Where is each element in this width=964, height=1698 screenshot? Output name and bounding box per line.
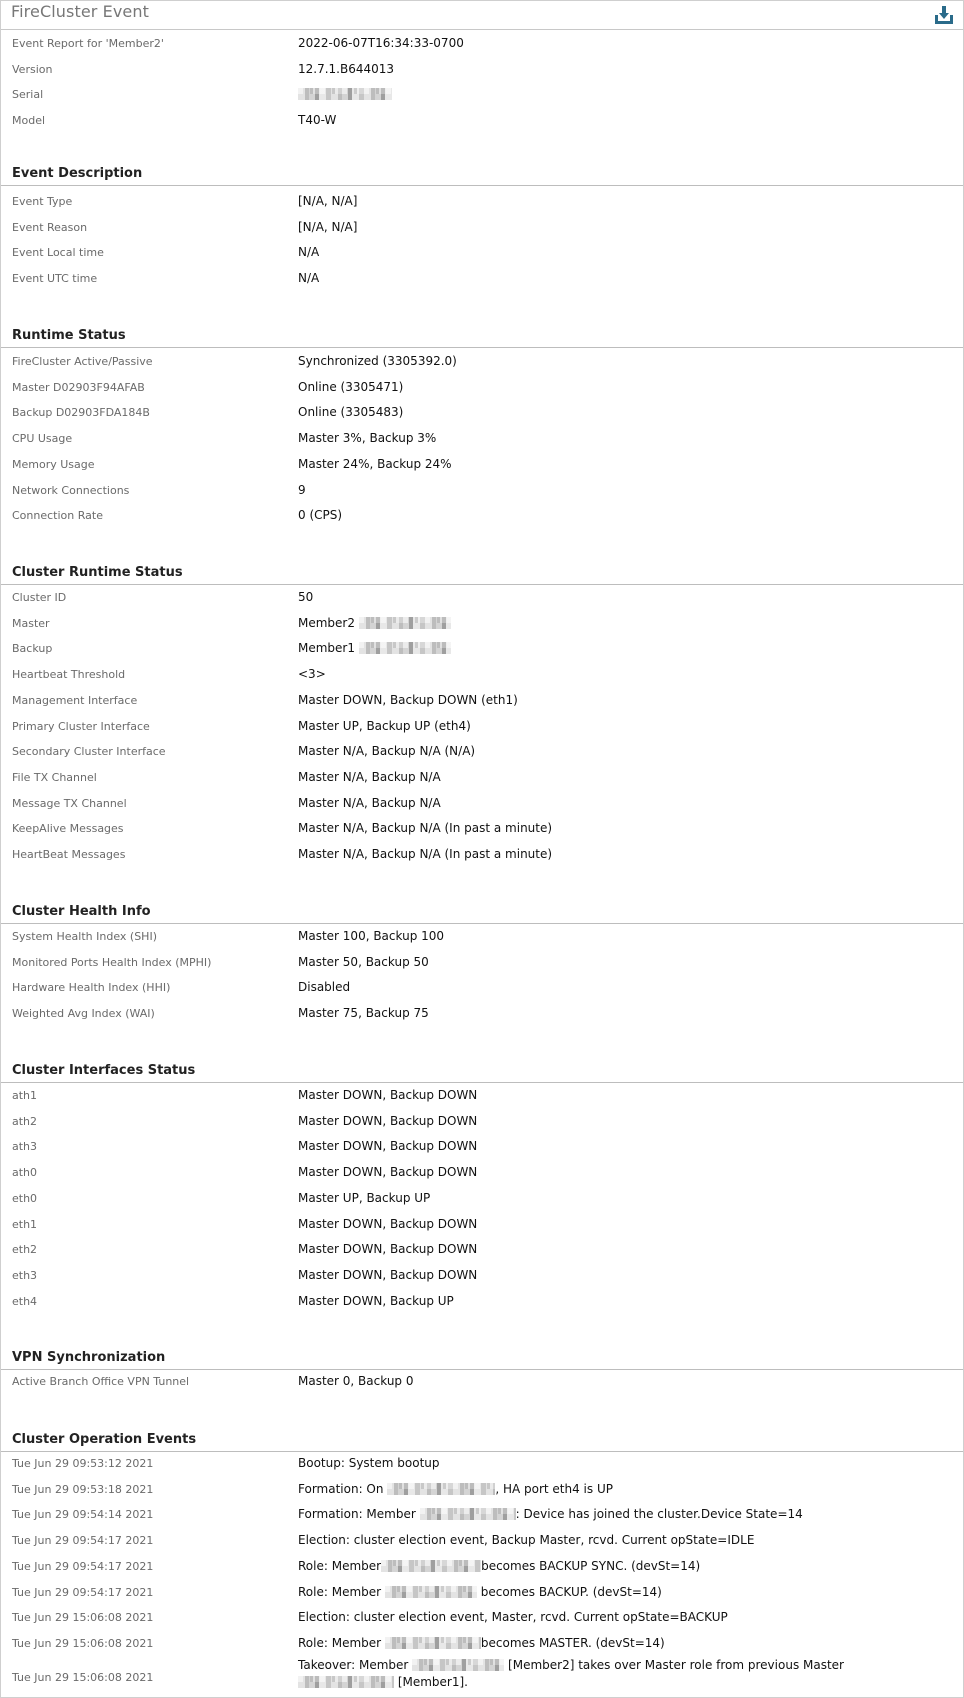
section-title: Cluster Health Info <box>12 904 151 919</box>
event-text: becomes BACKUP. (devSt=14) <box>480 1584 662 1599</box>
event-text: , HA port eth4 is UP <box>495 1481 613 1496</box>
cluster-runtime-label: Heartbeat Threshold <box>12 668 126 682</box>
cluster-runtime-label: HeartBeat Messages <box>12 848 126 861</box>
cluster-runtime-label: Message TX Channel <box>12 796 127 810</box>
cluster-runtime-row <box>1 842 963 868</box>
event-type-value: [N/A, N/A] <box>298 194 358 208</box>
runtime-row <box>1 426 963 452</box>
interface-row <box>1 1263 963 1289</box>
event-timestamp: Tue Jun 29 09:53:18 2021 <box>12 1482 154 1496</box>
event-timestamp: Tue Jun 29 09:54:17 2021 <box>12 1585 154 1599</box>
event-reason-row <box>1 215 963 241</box>
redacted-serial <box>381 1560 481 1572</box>
health-value: Master 100, Backup 100 <box>298 929 445 943</box>
cluster-runtime-value: Master DOWN, Backup DOWN (eth1) <box>298 692 518 707</box>
interface-label: eth1 <box>12 1217 38 1231</box>
event-message: Election: cluster election event, Backup Master, rcvd. Current opState=IDLE <box>298 1533 755 1548</box>
interface-label: eth4 <box>12 1294 38 1308</box>
event-reason-value: [N/A, N/A] <box>298 219 358 234</box>
redacted-serial <box>385 1586 477 1598</box>
runtime-label: Network Connections <box>12 483 130 497</box>
cluster-runtime-row <box>1 739 963 765</box>
runtime-row <box>1 452 963 478</box>
interface-row <box>1 1109 963 1135</box>
interface-value: Master DOWN, Backup DOWN <box>298 1242 478 1257</box>
runtime-row <box>1 478 963 504</box>
page-title: FireCluster Event <box>11 2 149 21</box>
event-message <box>298 1559 700 1573</box>
interface-row <box>1 1212 963 1238</box>
event-timestamp: Tue Jun 29 09:54:17 2021 <box>12 1559 154 1573</box>
cluster-runtime-row <box>1 611 963 637</box>
cluster-runtime-row <box>1 662 963 688</box>
redacted-serial <box>385 1637 481 1649</box>
interface-value: Master DOWN, Backup UP <box>298 1293 454 1308</box>
event-message <box>298 1657 918 1691</box>
download-tray-icon[interactable] <box>933 4 955 26</box>
event-text: : Device has joined the cluster.Device State=14 <box>515 1507 803 1522</box>
event-timestamp: Tue Jun 29 09:54:17 2021 <box>12 1534 154 1548</box>
runtime-label: CPU Usage <box>12 432 73 446</box>
interface-label: eth2 <box>12 1243 38 1257</box>
section-title: Event Description <box>12 166 143 181</box>
runtime-value: Online (3305471) <box>298 379 404 394</box>
event-text: [Member2] takes over Master role from previous Master <box>508 1658 844 1672</box>
serial-row <box>1 82 963 108</box>
event-utc-time-value: N/A <box>298 271 320 286</box>
interface-label: eth3 <box>12 1268 38 1282</box>
health-row <box>1 950 963 976</box>
runtime-label: FireCluster Active/Passive <box>12 355 153 368</box>
cluster-runtime-value: <3> <box>298 667 326 682</box>
event-timestamp: Tue Jun 29 09:54:14 2021 <box>12 1508 154 1522</box>
event-message <box>298 1482 613 1496</box>
event-timestamp: Tue Jun 29 15:06:08 2021 <box>12 1636 154 1650</box>
event-local-time-label: Event Local time <box>12 246 104 260</box>
section-event-description <box>1 159 963 186</box>
redacted-serial <box>298 88 392 100</box>
cluster-runtime-value: Master N/A, Backup N/A (N/A) <box>298 744 476 759</box>
interface-value: Master DOWN, Backup DOWN <box>298 1139 478 1154</box>
vpn-label: Active Branch Office VPN Tunnel <box>12 1375 190 1388</box>
event-text: becomes BACKUP SYNC. (devSt=14) <box>481 1558 701 1573</box>
interface-value: Master DOWN, Backup DOWN <box>298 1088 478 1102</box>
event-text: Role: Member <box>298 1635 382 1650</box>
interface-row <box>1 1289 963 1315</box>
cluster-runtime-row <box>1 791 963 817</box>
event-text: [Member1]. <box>397 1675 468 1689</box>
event-row <box>1 1528 963 1554</box>
section-runtime-status <box>1 321 963 348</box>
event-text: Role: Member <box>298 1558 382 1573</box>
cluster-runtime-label: Secondary Cluster Interface <box>12 745 166 759</box>
interface-row <box>1 1160 963 1186</box>
redacted-serial <box>420 1508 516 1520</box>
vpn-value: Master 0, Backup 0 <box>298 1374 414 1388</box>
health-row <box>1 924 963 950</box>
section-vpn-synchronization <box>1 1343 963 1370</box>
section-title: Runtime Status <box>12 328 126 343</box>
event-row <box>1 1502 963 1528</box>
interface-row <box>1 1083 963 1109</box>
cluster-runtime-row <box>1 816 963 842</box>
interface-value: Master DOWN, Backup DOWN <box>298 1113 478 1128</box>
interface-value: Master DOWN, Backup DOWN <box>298 1267 478 1282</box>
section-title: VPN Synchronization <box>12 1350 166 1365</box>
cluster-runtime-row <box>1 714 963 740</box>
cluster-runtime-label: Master <box>12 616 50 630</box>
cluster-runtime-value: 50 <box>298 590 314 604</box>
health-label: Monitored Ports Health Index (MPHI) <box>12 955 212 969</box>
version-row <box>1 57 963 83</box>
runtime-label: Backup D02903FDA184B <box>12 406 150 420</box>
runtime-value: Online (3305483) <box>298 405 404 420</box>
section-cluster-interfaces-status <box>1 1056 963 1083</box>
backup-member-name: Member1 <box>298 641 355 656</box>
section-title: Cluster Operation Events <box>12 1432 197 1447</box>
runtime-label: Master D02903F94AFAB <box>12 380 145 394</box>
model-row <box>1 108 963 134</box>
model-label: Model <box>12 114 46 128</box>
runtime-label: Connection Rate <box>12 509 103 523</box>
cluster-runtime-value: Master N/A, Backup N/A (In past a minute) <box>298 821 553 836</box>
event-text: becomes MASTER. (devSt=14) <box>480 1635 665 1650</box>
interface-row <box>1 1186 963 1212</box>
cluster-runtime-value: Master N/A, Backup N/A <box>298 795 441 810</box>
event-row <box>1 1580 963 1606</box>
runtime-value: Synchronized (3305392.0) <box>298 354 457 368</box>
event-timestamp: Tue Jun 29 09:53:12 2021 <box>12 1457 154 1470</box>
cluster-runtime-label: File TX Channel <box>12 770 97 784</box>
health-value: Master 50, Backup 50 <box>298 954 429 969</box>
vpn-row <box>1 1369 963 1395</box>
event-row <box>1 1655 963 1689</box>
report-row <box>1 31 963 57</box>
cluster-runtime-label: Backup <box>12 642 53 656</box>
serial-value <box>298 87 392 101</box>
health-row <box>1 1001 963 1027</box>
report-label: Event Report for 'Member2' <box>12 37 164 50</box>
interface-value: Master UP, Backup UP <box>298 1190 431 1205</box>
event-message: Election: cluster election event, Master, rcvd. Current opState=BACKUP <box>298 1610 728 1625</box>
runtime-value: 9 <box>298 482 306 497</box>
event-message <box>298 1507 803 1521</box>
runtime-row <box>1 375 963 401</box>
interface-label: eth0 <box>12 1191 38 1205</box>
section-title: Cluster Interfaces Status <box>12 1063 196 1078</box>
cluster-runtime-value: Master N/A, Backup N/A (In past a minute) <box>298 847 553 861</box>
interface-row <box>1 1237 963 1263</box>
cluster-runtime-label: Cluster ID <box>12 591 67 604</box>
version-label: Version <box>12 62 53 76</box>
redacted-serial <box>359 617 451 629</box>
interface-label: ath0 <box>12 1166 38 1180</box>
cluster-runtime-value <box>298 616 451 630</box>
redacted-serial <box>298 1676 394 1688</box>
event-message: Bootup: System bootup <box>298 1456 440 1470</box>
master-member-name: Member2 <box>298 615 355 630</box>
version-value: 12.7.1.B644013 <box>298 61 395 76</box>
event-text: Formation: Member <box>298 1507 416 1522</box>
cluster-runtime-row <box>1 636 963 662</box>
cluster-runtime-label: Primary Cluster Interface <box>12 719 150 733</box>
cluster-runtime-row <box>1 585 963 611</box>
health-label: System Health Index (SHI) <box>12 930 157 943</box>
title-bar <box>1 1 963 30</box>
event-reason-label: Event Reason <box>12 220 88 234</box>
event-row <box>1 1451 963 1477</box>
cluster-runtime-value: Master UP, Backup UP (eth4) <box>298 718 471 733</box>
event-timestamp: Tue Jun 29 15:06:08 2021 <box>12 1671 154 1684</box>
redacted-serial <box>412 1659 504 1671</box>
model-value: T40-W <box>298 113 337 128</box>
health-value: Master 75, Backup 75 <box>298 1006 429 1021</box>
runtime-row <box>1 400 963 426</box>
event-local-time-row <box>1 240 963 266</box>
health-value: Disabled <box>298 980 351 995</box>
event-timestamp: Tue Jun 29 15:06:08 2021 <box>12 1611 154 1625</box>
event-row <box>1 1477 963 1503</box>
event-local-time-value: N/A <box>298 245 320 260</box>
health-row <box>1 975 963 1001</box>
section-title: Cluster Runtime Status <box>12 565 183 580</box>
event-row <box>1 1605 963 1631</box>
section-cluster-runtime-status <box>1 558 963 585</box>
interface-label: ath3 <box>12 1140 38 1154</box>
section-cluster-health-info <box>1 897 963 924</box>
runtime-label: Memory Usage <box>12 457 95 471</box>
event-row <box>1 1554 963 1580</box>
report-date: 2022-06-07T16:34:33-0700 <box>298 36 464 50</box>
interface-label: ath2 <box>12 1114 38 1128</box>
health-label: Hardware Health Index (HHI) <box>12 981 171 995</box>
event-row <box>1 1631 963 1657</box>
interface-row <box>1 1134 963 1160</box>
cluster-runtime-label: Management Interface <box>12 693 138 707</box>
redacted-serial <box>359 642 451 654</box>
event-text: Takeover: Member <box>298 1658 409 1672</box>
runtime-value: Master 3%, Backup 3% <box>298 431 437 446</box>
section-cluster-operation-events <box>1 1425 963 1452</box>
cluster-runtime-row <box>1 688 963 714</box>
event-utc-time-row <box>1 266 963 292</box>
event-utc-time-label: Event UTC time <box>12 272 98 286</box>
runtime-row <box>1 349 963 375</box>
serial-label: Serial <box>12 88 44 102</box>
redacted-serial <box>387 1483 495 1495</box>
cluster-runtime-value <box>298 641 451 655</box>
health-label: Weighted Avg Index (WAI) <box>12 1007 155 1021</box>
cluster-runtime-row <box>1 765 963 791</box>
event-message <box>298 1585 662 1599</box>
event-text: Role: Member <box>298 1584 382 1599</box>
runtime-value: Master 24%, Backup 24% <box>298 456 452 471</box>
event-text: Formation: On <box>298 1481 384 1496</box>
runtime-row <box>1 503 963 529</box>
cluster-runtime-value: Master N/A, Backup N/A <box>298 769 441 784</box>
runtime-value: 0 (CPS) <box>298 508 343 523</box>
interface-value: Master DOWN, Backup DOWN <box>298 1216 478 1231</box>
interface-label: ath1 <box>12 1089 38 1102</box>
cluster-runtime-label: KeepAlive Messages <box>12 822 124 836</box>
event-message <box>298 1636 665 1650</box>
event-type-label: Event Type <box>12 195 73 208</box>
event-type-row <box>1 189 963 215</box>
interface-value: Master DOWN, Backup DOWN <box>298 1165 478 1180</box>
